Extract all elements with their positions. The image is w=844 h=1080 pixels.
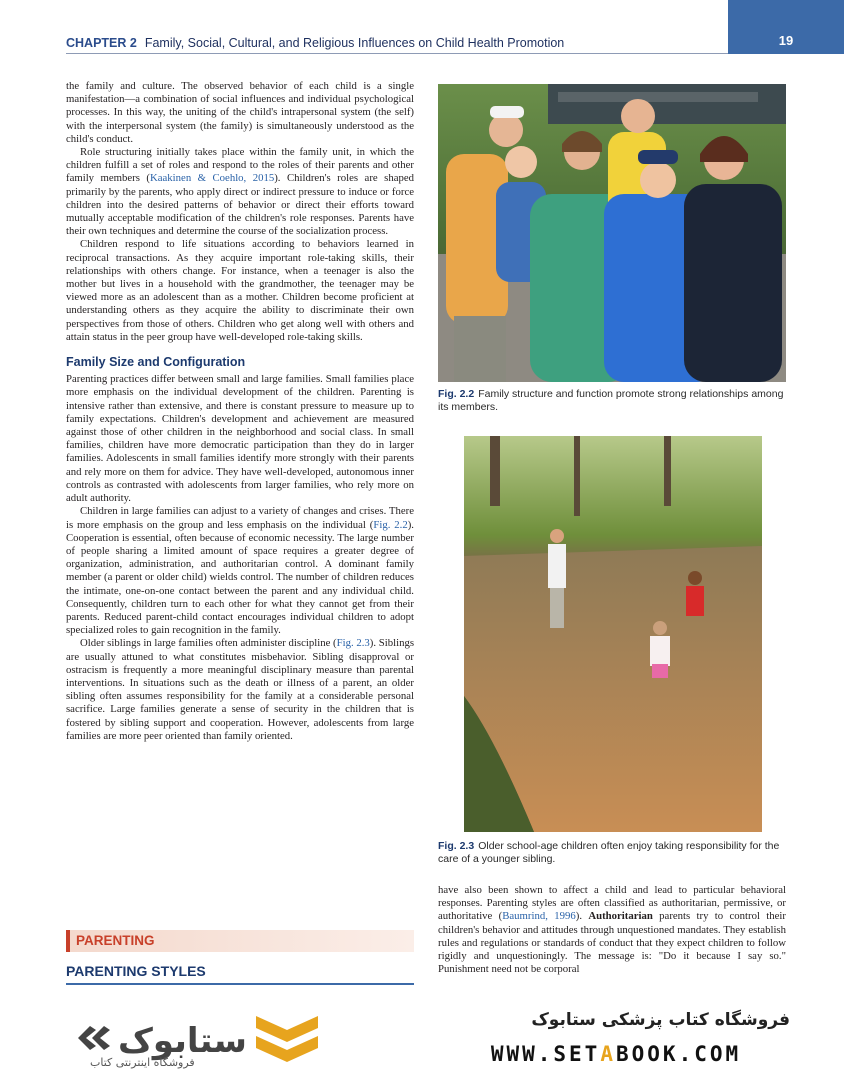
store-name: فروشگاه کتاب پزشکی ستابوک	[531, 1010, 790, 1030]
text-run: Older siblings in large families often administer discipline (	[80, 637, 337, 650]
logo-subtitle: فروشگاه اینترنتی کتاب	[90, 1056, 195, 1069]
term-authoritarian: Authoritarian	[588, 910, 653, 923]
paragraph	[66, 637, 414, 743]
logo-text: ستابوک	[118, 1021, 247, 1061]
paragraph: the family and culture. The observed behavior of each child is a single manifestation—a combination of social influences and individual psychological processes. In this way, the uniting of the child's intrapersonal system (the self) with the interpersonal system (the family) is simultaneously understood as the child's conduct.	[66, 80, 414, 145]
text-run: parents try to control their children's behavior and attitudes through unquestioned mandates. They establish rules and regulations or standards of conduct that they expect children to follow rigidly and unquestioningly. The message is: "Do it because I say so." Punishment need not be corporal	[438, 910, 786, 976]
heading-rule	[66, 983, 414, 985]
footer-banner	[0, 996, 844, 1080]
citation-link[interactable]: Kaakinen & Coehlo, 2015	[150, 172, 275, 185]
figure-caption-2-3	[438, 840, 788, 865]
right-column-text	[438, 884, 786, 976]
store-url[interactable]	[436, 1042, 796, 1066]
caption-text: Older school-age children often enjoy taking responsibility for the care of a younger sibling.	[438, 840, 780, 865]
paragraph: Parenting practices differ between small and large families. Small families place more emphasis on the individual development of the children. Parenting is intensive rather than extensive, and there is constant pressure to measure up to family expectations. Children's development and achievement are measured against those of other children in the neighborhood and social class. In small families, children have more democratic participation than they do in larger families. Adolescents in small families identify more strongly with their parents and rely more on them for advice. They have well-developed, autonomous inner controls as contrasted with adolescents from larger families, who rely more on adult authority.	[66, 373, 414, 505]
text-run: ). Children's roles are shaped primarily by the parents, who apply direct or indirect pressure to induce or force children into the desired patterns of behavior or direct their efforts toward mutually acceptable modification of the children's role responses. Parents have their own techniques and determine the course of the socialization process.	[66, 172, 414, 238]
url-highlight: A	[600, 1042, 616, 1066]
text-run: ).	[575, 910, 589, 923]
caption-text: Family structure and function promote strong relationships among its members.	[438, 388, 784, 413]
heading-parenting-styles: PARENTING STYLES	[66, 963, 206, 979]
citation-link[interactable]: Baumrind, 1996	[502, 910, 576, 923]
running-head	[66, 36, 726, 50]
paragraph: Children respond to life situations according to behaviors learned in reciprocal transactions. As they acquire important role-taking skills, their relationships with others change. For instance, when a teenager is also the mother but lives in a household with the grandmother, the teenager may be viewed more as an adolescent than as a mother. Children become proficient at understanding others as they acquire the ability to discriminate their own perspectives from those of others. Children who get along well with others and attain status in the peer group have well-developed role-taking skills.	[66, 238, 414, 343]
url-part: BOOK.COM	[616, 1042, 742, 1066]
book-chevron-icon	[252, 1008, 322, 1068]
creek-photo	[464, 436, 762, 832]
text-run: ). Siblings are usually attuned to what constitutes misbehavior. Sibling disapproval or ostracism is frequently a more meaningful disciplinary measure than parental interventions. In situations such as the death or illness of a parent, an older sibling often assumes responsibility for the family at a considerable personal sacrifice. Large families generate a sense of security in the children that is fostered by sibling support and cooperation. However, adolescents from large families are more peer oriented than family oriented.	[66, 637, 415, 742]
text-run: Children in large families can adjust to a variety of changes and crises. There is more emphasis on the group and less emphasis on the individual (	[66, 505, 414, 531]
figure-link[interactable]: Fig. 2.2	[373, 518, 408, 531]
paragraph	[66, 505, 414, 637]
text-run: Role structuring initially takes place within the family unit, in which the children fulfill a set of roles and respond to the roles of their parents and other family members (	[66, 146, 414, 185]
page-number: 19	[778, 33, 794, 48]
section-heading-family-size: Family Size and Configuration	[66, 355, 246, 370]
figure-caption-2-2	[438, 388, 788, 413]
page-number-box	[728, 0, 844, 54]
section-title-parenting: PARENTING	[76, 933, 155, 948]
left-column	[66, 80, 414, 743]
figure-label: Fig. 2.2	[438, 388, 475, 400]
paragraph	[66, 146, 414, 238]
figure-label: Fig. 2.3	[438, 840, 475, 852]
family-photo	[438, 84, 786, 382]
url-part: WWW.SET	[490, 1042, 601, 1066]
section-bar-parenting	[66, 930, 414, 952]
text-run: ). Cooperation is essential, often because of economic necessity. The large number of people sharing a limited amount of space requires a greater degree of organization, administration, and authoritarian control. A dominant family member (a parent or older child) wields control. The number of children reduces the intimate, one-on-one contact between the parent and any individual child. Consequently, children turn to each other for what they cannot get from their parents. Reduced parent-child contact encourages individual children to adopt specialized roles to gain recognition in the family.	[66, 518, 414, 637]
chapter-title: Family, Social, Cultural, and Religious Influences on Child Health Promotion	[144, 36, 565, 50]
chapter-label: CHAPTER 2	[66, 36, 137, 50]
header-rule	[66, 53, 728, 54]
page-header	[0, 0, 844, 56]
figure-link[interactable]: Fig. 2.3	[336, 637, 370, 650]
text-run: have also been shown to affect a child and lead to particular behavioral responses. Parenting styles are often classified as authoritarian, permissive, or authoritative (	[438, 884, 786, 923]
